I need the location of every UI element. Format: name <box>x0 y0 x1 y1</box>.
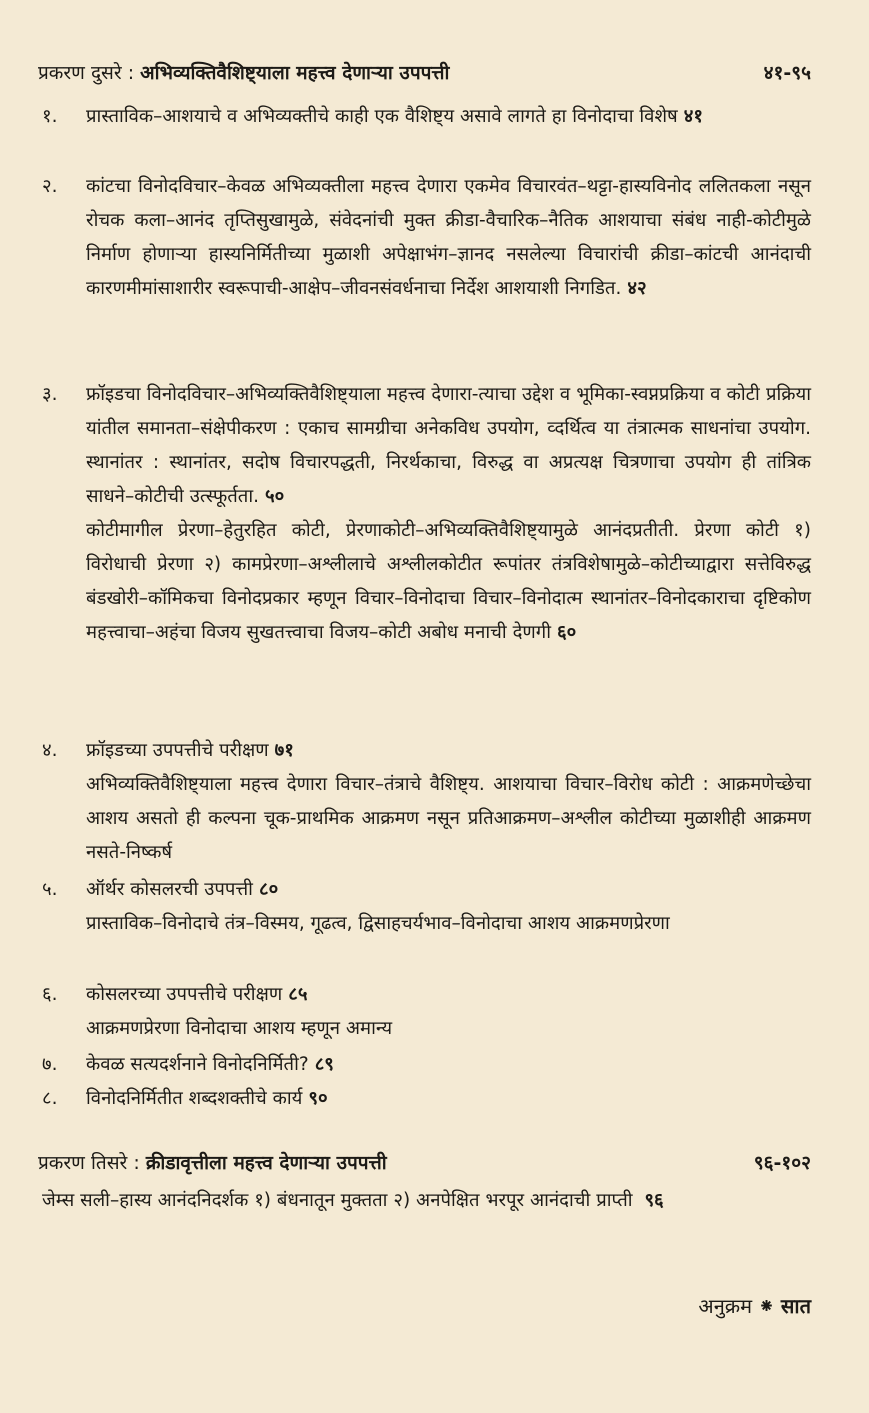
entry-text: विनोदनिर्मितीत शब्दशक्तीचे कार्य <box>86 1088 303 1109</box>
toc-entry-4 <box>42 734 811 870</box>
entry-continuation: प्रास्ताविक–विनोदाचे तंत्र–विस्मय, गूढत्व, द्विसाहचर्यभाव–विनोदाचा आशय आक्रमणप्रेरणा <box>86 913 670 934</box>
entry-text: केवळ सत्यदर्शनाने विनोदनिर्मिती? <box>86 1054 309 1075</box>
entry-page: ८५ <box>288 984 308 1005</box>
entry-text: ऑर्थर कोसलरची उपपत्ती <box>86 879 253 900</box>
entry-page: ८० <box>258 879 279 900</box>
entry-page: ५० <box>265 486 285 507</box>
toc-entry-3 <box>42 378 811 650</box>
chapter-title: अभिव्यक्तिवैशिष्ट्याला महत्त्व देणाऱ्या उपपत्ती <box>140 62 450 84</box>
entry-number: २. <box>42 176 58 197</box>
chapter-3-summary <box>42 1184 811 1218</box>
chapter-heading-3 <box>38 1148 811 1178</box>
entry-page: ९० <box>308 1088 328 1109</box>
entry-text: फ्रॉइडचा विनोदविचार–अभिव्यक्तिवैशिष्ट्याला महत्त्व देणारा-त्याचा उद्देश व भूमिका-स्वप्नप्रक्रिया व कोटी प्रक्रिया यांतील समानता–संक्षेपीकरण : एकाच सामग्रीचा अनेकविध उपयोग, व्दर्थित्व या तंत्रात्मक साधनांचा उपयोग. स्थानांतर : स्थानांतर, सदोष विचारपद्धती, निरर्थकाचा, विरुद्ध वा अप्रत्यक्ष चित्रणाचा उपयोग ही तांत्रिक साधने–कोटीची उत्स्फूर्तता. <box>86 384 811 507</box>
entry-text: फ्रॉइडच्या उपपत्तीचे परीक्षण <box>86 740 269 761</box>
entry-text: प्रास्ताविक–आशयाचे व अभिव्यक्तीचे काही एक वैशिष्ट्य असावे लागते हा विनोदाचा विशेष <box>86 106 678 127</box>
chapter-prefix: प्रकरण तिसरे : <box>38 1152 140 1174</box>
toc-entry-8 <box>42 1082 811 1116</box>
entry-continuation: अभिव्यक्तिवैशिष्ट्याला महत्त्व देणारा विचार–तंत्राचे वैशिष्ट्य. आशयाचा विचार–विरोध कोटी : आक्रमणेच्छेचा आशय असतो ही कल्पना चूक-प्राथमिक आक्रमण नसून प्रतिआक्रमण–अश्लील कोटीच्या मुळाशीही आक्रमण नसते-निष्कर्ष <box>86 774 811 863</box>
ornament-icon: ⁕ <box>758 1294 775 1318</box>
toc-entry-6 <box>42 978 811 1046</box>
entry-page: ४२ <box>627 278 647 299</box>
summary-page: ९६ <box>644 1190 664 1211</box>
entry-number: ५. <box>42 879 58 900</box>
entry-number: ६. <box>42 984 58 1005</box>
chapter-prefix: प्रकरण दुसरे : <box>38 62 135 84</box>
entry-number: ८. <box>42 1088 58 1109</box>
entry-page: ४१ <box>683 106 703 127</box>
entry-continuation-page: ६० <box>557 622 577 643</box>
chapter-title: क्रीडावृत्तीला महत्त्व देणाऱ्या उपपत्ती <box>145 1152 387 1174</box>
chapter-page-range: ४१-९५ <box>763 62 811 84</box>
chapter-heading-2 <box>38 58 811 88</box>
entry-page: ७१ <box>274 740 294 761</box>
entry-continuation: आक्रमणप्रेरणा विनोदाचा आशय म्हणून अमान्य <box>86 1018 393 1039</box>
entry-continuation: कोटीमागील प्रेरणा–हेतुरहित कोटी, प्रेरणाकोटी–अभिव्यक्तिवैशिष्ट्यामुळे आनंदप्रतीती. प्रेरणा कोटी १) विरोधाची प्रेरणा २) कामप्रेरणा–अश्लीलाचे अश्लीलकोटीत रूपांतर तंत्रविशेषामुळे–कोटीच्याद्वारा सत्तेविरुद्ध बंडखोरी–कॉमिकचा विनोदप्रकार म्हणून विचार–विनोदाचा विचार–विनोदात्म स्थानांतर–विनोदकाराचा दृष्टिकोण महत्त्वाचा–अहंचा विजय सुखतत्त्वाचा विजय–कोटी अबोध मनाची देणगी <box>86 520 811 643</box>
entry-number: ३. <box>42 384 58 405</box>
entry-number: १. <box>42 106 58 127</box>
toc-entry-5 <box>42 873 811 941</box>
entry-number: ७. <box>42 1054 58 1075</box>
toc-entry-1 <box>42 100 811 134</box>
toc-entry-2 <box>42 170 811 306</box>
entry-text: कांटचा विनोदविचार–केवळ अभिव्यक्तीला महत्त्व देणारा एकमेव विचारवंत–थट्टा-हास्यविनोद ललितकला नसून रोचक कला–आनंद तृप्तिसुखामुळे, संवेदनांची मुक्त क्रीडा-वैचारिक–नैतिक आशयाचा संबंध नाही-कोटीमुळे निर्माण होणाऱ्या हास्यनिर्मितीच्या मुळाशी अपेक्षाभंग–ज्ञानद नसलेल्या विचारांची क्रीडा–कांटची आनंदाची कारणमीमांसाशारीर स्वरूपाची-आक्षेप–जीवनसंवर्धनाचा निर्देश आशयाशी निगडित. <box>86 176 811 299</box>
toc-entry-7 <box>42 1048 811 1082</box>
footer-section: अनुक्रम <box>698 1294 753 1318</box>
summary-text: जेम्स सली–हास्य आनंदनिदर्शक १) बंधनातून मुक्तता २) अनपेक्षित भरपूर आनंदाची प्राप्ती <box>42 1190 633 1211</box>
page-footer <box>698 1292 811 1319</box>
entry-number: ४. <box>42 740 58 761</box>
entry-text: कोसलरच्या उपपत्तीचे परीक्षण <box>86 984 283 1005</box>
entry-page: ८९ <box>314 1054 334 1075</box>
footer-page-number: सात <box>780 1294 811 1318</box>
chapter-page-range: ९६-१०२ <box>753 1152 811 1174</box>
